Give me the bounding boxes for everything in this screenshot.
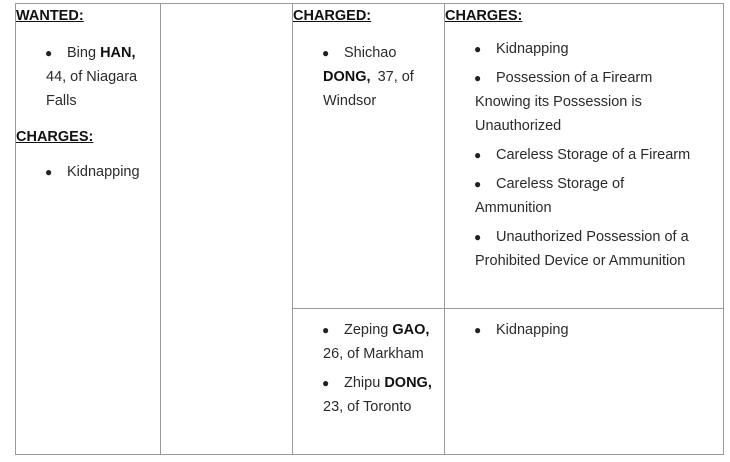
list-item: ● Kidnapping	[45, 164, 140, 180]
list-item: ● Kidnapping	[474, 322, 569, 338]
list-item: ● Unauthorized Possession of a Prohibited Device or Ammunition	[474, 229, 689, 269]
charges-cell	[445, 5, 721, 273]
list-item: ● Kidnapping	[474, 41, 569, 57]
charges-list	[445, 37, 721, 273]
charges-list-bottom	[445, 318, 721, 342]
table-border-right	[723, 3, 724, 455]
charges-heading: CHARGES:	[445, 8, 523, 24]
list-item: ● Zhipu DONG, 23, of Toronto	[322, 375, 432, 415]
charged-last-name: DONG,	[323, 69, 371, 85]
wanted-list	[16, 41, 158, 113]
table-border-top	[15, 3, 724, 4]
table-border-col2	[160, 3, 161, 455]
list-item: ● Careless Storage of a Firearm	[474, 147, 691, 163]
list-item: ● Zeping GAO, 26, of Markham	[322, 322, 430, 362]
charged-cell-bottom	[293, 318, 443, 419]
wanted-heading: WANTED:	[16, 8, 84, 24]
list-item: ● Shichao DONG, 37, of Windsor	[293, 41, 443, 113]
wanted-charges-list	[16, 160, 158, 184]
charged-list-bottom	[293, 318, 443, 419]
wanted-detail-line2: Falls	[46, 93, 77, 109]
charged-list	[293, 41, 443, 113]
charged-cell	[293, 5, 443, 113]
charged-first-name: Shichao	[344, 45, 397, 61]
charged-detail: 37, of	[377, 69, 414, 85]
wanted-detail-line1: 44, of Niagara	[46, 69, 138, 85]
charged-detail-line2: Windsor	[323, 93, 377, 109]
wanted-first-name: Bing	[67, 45, 97, 61]
table-row-divider	[292, 308, 724, 309]
list-item: ● Possession of a Firearm Knowing its Possession is Unauthorized	[474, 70, 653, 134]
list-item: ● Careless Storage of Ammunition	[474, 176, 625, 216]
wanted-last-name: HAN,	[100, 45, 136, 61]
wanted-charges-heading: CHARGES:	[16, 129, 94, 145]
list-item: ● Bing HAN, 44, of Niagara Falls	[16, 41, 158, 113]
wanted-cell	[16, 5, 158, 184]
charged-heading: CHARGED:	[293, 8, 372, 24]
charges-cell-bottom	[445, 318, 721, 342]
table-border-bottom	[15, 454, 724, 455]
